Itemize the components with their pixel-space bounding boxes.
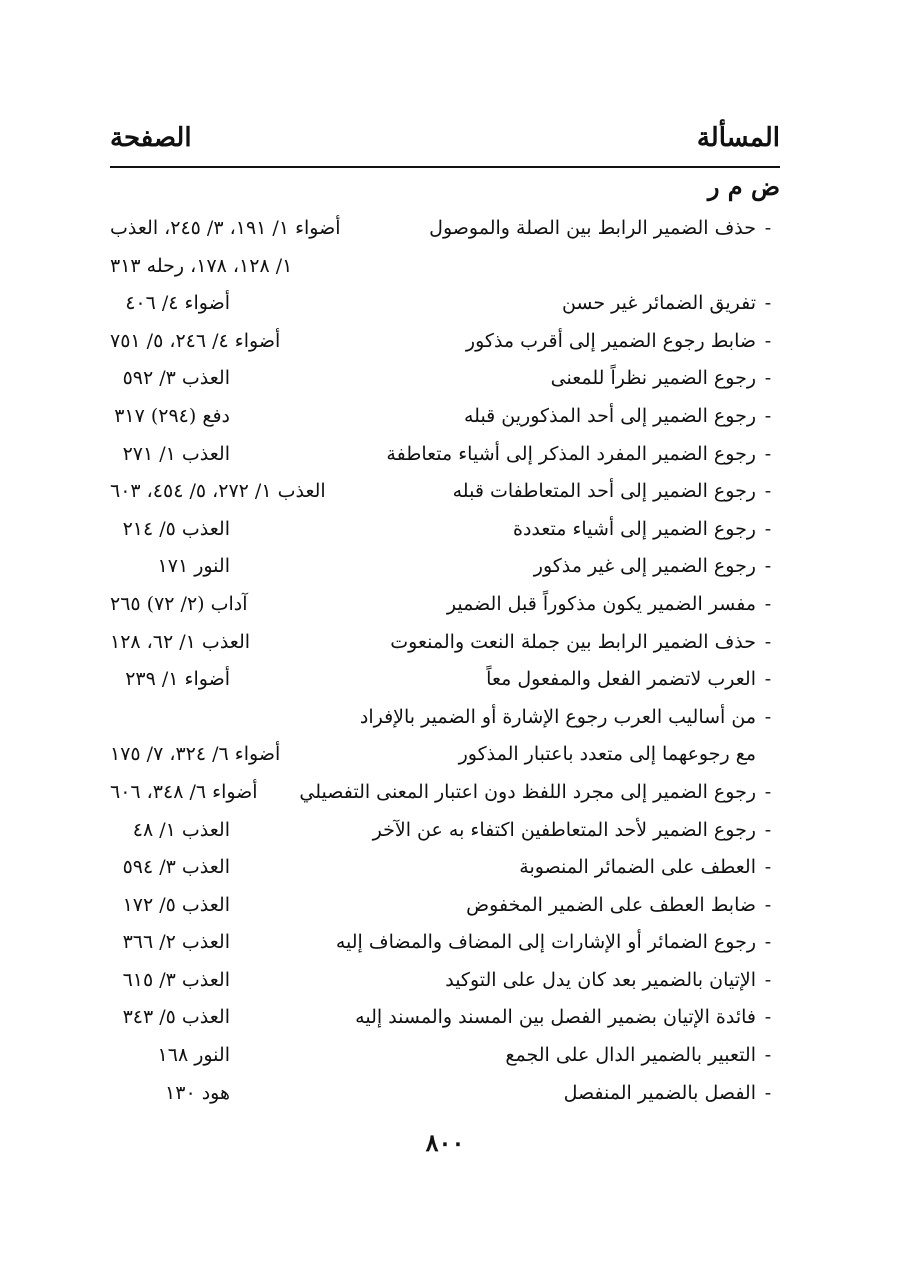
- index-entry-row: [110, 360, 780, 398]
- entry-topic: ضابط العطف على الضمير المخفوض: [466, 893, 756, 916]
- entry-reference: أضواء ١/ ١٩١، ٣/ ٢٤٥، العذب: [110, 217, 341, 239]
- index-entries: [110, 210, 780, 1112]
- entry-topic: التعبير بالضمير الدال على الجمع: [505, 1044, 756, 1067]
- index-entry-row: [110, 736, 780, 774]
- page-number: ٨٠٠: [425, 1128, 465, 1157]
- entry-dash: -: [764, 555, 772, 578]
- entry-topic: فائدة الإتيان بضمير الفصل بين المسند والمسند إليه: [355, 1006, 756, 1029]
- entry-dash: -: [764, 517, 772, 540]
- entry-topic: العرب لاتضمر الفعل والمفعول معاً: [486, 668, 756, 691]
- entry-reference: العذب ١/ ٢٧١: [122, 442, 230, 465]
- entry-topic: رجوع الضمير إلى مجرد اللفظ دون اعتبار المعنى التفصيلي: [299, 780, 756, 803]
- entry-dash: -: [764, 367, 772, 390]
- index-entry-row: [110, 511, 780, 549]
- index-entry-row: [110, 924, 780, 962]
- index-entry-row: [110, 248, 780, 286]
- entry-dash: -: [764, 668, 772, 691]
- entry-dash: -: [764, 404, 772, 427]
- index-entry-row: [110, 210, 780, 248]
- section-letters: ض م ر: [707, 172, 780, 201]
- index-entry-row: [110, 398, 780, 436]
- entry-topic: تفريق الضمائر غير حسن: [561, 292, 756, 315]
- entry-reference: العذب ١/ ٢٧٢، ٥/ ٤٥٤، ٦٠٣: [110, 480, 326, 503]
- entry-topic: الإتيان بالضمير بعد كان يدل على التوكيد: [445, 968, 756, 991]
- entry-topic: رجوع الضمير إلى أحد المتعاطفات قبله: [452, 480, 756, 503]
- entry-reference: العذب ٢/ ٣٦٦: [122, 931, 230, 954]
- entry-reference: العذب ٣/ ٦١٥: [122, 968, 230, 991]
- entry-topic: رجوع الضمير إلى أشياء متعددة: [512, 517, 756, 540]
- entry-topic: حذف الضمير الرابط بين جملة النعت والمنعوت: [390, 630, 756, 653]
- index-entry-row: [110, 962, 780, 1000]
- index-entry-row: [110, 285, 780, 323]
- entry-dash: -: [764, 329, 772, 352]
- entry-dash: -: [764, 780, 772, 803]
- header-page-title: الصفحة: [110, 123, 192, 153]
- entry-dash: -: [764, 968, 772, 991]
- entry-reference: آداب (٢/ ٧٢) ٢٦٥: [110, 592, 248, 615]
- header-divider: [110, 166, 780, 168]
- entry-topic: الفصل بالضمير المنفصل: [563, 1081, 756, 1104]
- index-entry-row: [110, 624, 780, 662]
- entry-reference: أضواء ٤/ ٢٤٦، ٥/ ٧٥١: [110, 329, 281, 352]
- index-entry-row: [110, 812, 780, 850]
- entry-topic: رجوع الضمير نظراً للمعنى: [550, 367, 756, 390]
- entry-dash: -: [764, 1081, 772, 1104]
- entry-reference: العذب ١/ ٦٢، ١٢٨: [110, 630, 251, 653]
- entry-topic: مفسر الضمير يكون مذكوراً قبل الضمير: [446, 592, 756, 615]
- entry-reference: العذب ٥/ ٢١٤: [122, 517, 230, 540]
- entry-dash: -: [764, 893, 772, 916]
- entry-topic: العطف على الضمائر المنصوبة: [519, 856, 756, 879]
- header-topic-title: المسألة: [696, 123, 780, 153]
- index-entry-row: [110, 661, 780, 699]
- entry-topic: رجوع الضمير لأحد المتعاطفين اكتفاء به عن الآخر: [372, 818, 756, 841]
- entry-dash: -: [764, 442, 772, 465]
- entry-dash: -: [764, 1044, 772, 1067]
- index-entry-row: [110, 473, 780, 511]
- entry-dash: -: [764, 705, 772, 728]
- entry-reference: أضواء ٦/ ٣٢٤، ٧/ ١٧٥: [110, 743, 281, 766]
- entry-topic: مع رجوعهما إلى متعدد باعتبار المذكور: [458, 743, 756, 766]
- entry-topic: رجوع الضمائر أو الإشارات إلى المضاف والمضاف إليه: [335, 931, 756, 954]
- entry-reference: أضواء ٤/ ٤٠٦: [125, 292, 230, 315]
- entry-topic: رجوع الضمير إلى غير مذكور: [533, 555, 756, 578]
- entry-reference: العذب ١/ ٤٨: [132, 818, 230, 841]
- index-entry-row: [110, 1075, 780, 1113]
- entry-reference: النور ١٧١: [157, 555, 230, 578]
- entry-dash: -: [764, 480, 772, 503]
- index-entry-row: [110, 699, 780, 737]
- entry-dash: -: [764, 1006, 772, 1029]
- entry-reference: دفع (٢٩٤) ٣١٧: [114, 404, 230, 427]
- index-page: [110, 0, 780, 1271]
- entry-dash: -: [764, 856, 772, 879]
- entry-dash: -: [764, 818, 772, 841]
- page-header: [110, 118, 780, 158]
- index-entry-row: [110, 849, 780, 887]
- entry-topic: رجوع الضمير المفرد المذكر إلى أشياء متعاطفة: [386, 442, 756, 465]
- entry-reference: العذب ٥/ ١٧٢: [122, 893, 230, 916]
- index-entry-row: [110, 323, 780, 361]
- index-entry-row: [110, 774, 780, 812]
- entry-reference: ١/ ١٢٨، ١٧٨، رحله ٣١٣: [110, 254, 293, 277]
- entry-reference: العذب ٣/ ٥٩٢: [122, 367, 230, 390]
- index-entry-row: [110, 887, 780, 925]
- entry-reference: العذب ٥/ ٣٤٣: [122, 1006, 230, 1029]
- entry-dash: -: [764, 630, 772, 653]
- index-entry-row: [110, 1037, 780, 1075]
- entry-topic: ضابط رجوع الضمير إلى أقرب مذكور: [465, 329, 756, 352]
- entry-dash: -: [764, 217, 772, 239]
- index-entry-row: [110, 436, 780, 474]
- index-entry-row: [110, 586, 780, 624]
- entry-reference: أضواء ١/ ٢٣٩: [125, 668, 230, 691]
- entry-dash: -: [764, 931, 772, 954]
- entry-reference: هود ١٣٠: [165, 1081, 230, 1104]
- entry-reference: النور ١٦٨: [157, 1044, 230, 1067]
- entry-dash: -: [764, 592, 772, 615]
- entry-reference: العذب ٣/ ٥٩٤: [122, 856, 230, 879]
- entry-topic: حذف الضمير الرابط بين الصلة والموصول: [429, 217, 756, 239]
- index-entry-row: [110, 548, 780, 586]
- entry-topic: رجوع الضمير إلى أحد المذكورين قبله: [463, 404, 756, 427]
- entry-reference: أضواء ٦/ ٣٤٨، ٦٠٦: [110, 780, 258, 803]
- entry-dash: -: [764, 292, 772, 315]
- index-entry-row: [110, 999, 780, 1037]
- entry-topic: من أساليب العرب رجوع الإشارة أو الضمير بالإفراد: [359, 705, 756, 728]
